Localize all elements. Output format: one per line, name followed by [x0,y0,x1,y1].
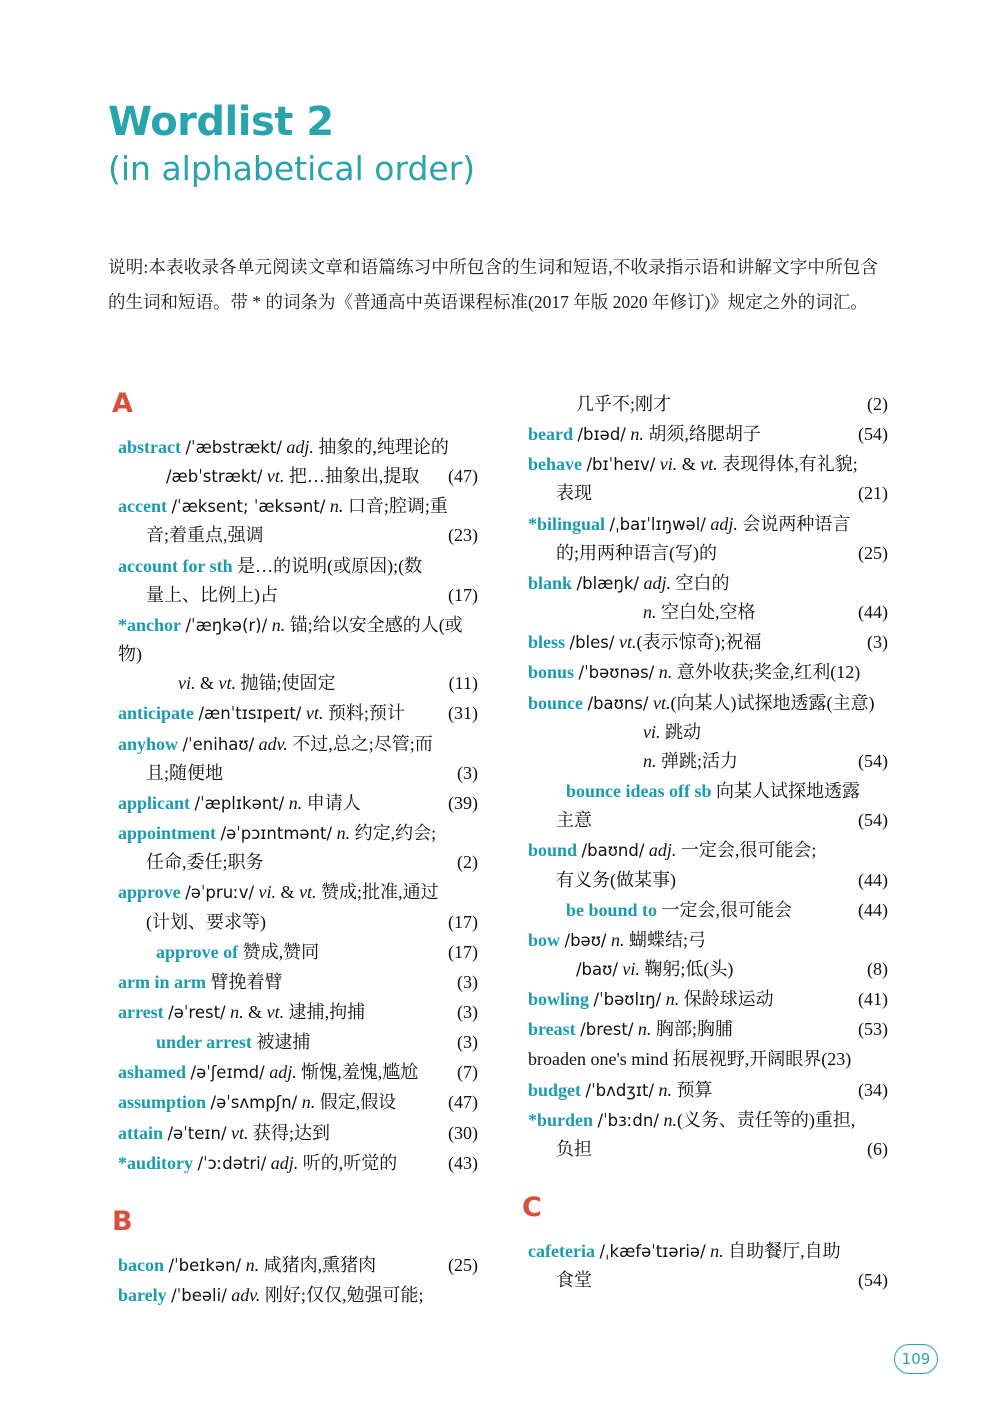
entry-line: (17) 量上、比例上)占 [118,581,478,610]
page-reference: (47) [448,466,478,487]
dictionary-entry [108,1119,478,1148]
dictionary-entry [108,1251,478,1280]
part-of-speech: n. [658,1079,673,1100]
dictionary-entry [518,658,888,687]
entry-line: (47) /æbˈstrækt/ vt. 把…抽象出,提取 [118,462,478,491]
page-title-block [108,100,475,188]
dictionary-entry [108,552,478,610]
dictionary-entry [108,1281,478,1310]
headword: assumption [118,1092,207,1113]
headword: bacon [118,1254,165,1275]
headword: attain [118,1122,163,1143]
section-letter-a: A [112,388,133,419]
part-of-speech: adj. [710,513,738,534]
entry-line: (54) 食堂 [528,1266,888,1295]
part-of-speech: adj. [286,437,314,457]
headword: anticipate [118,703,194,724]
entry-line: (3) 且;随便地 [118,759,478,788]
part-of-speech: adv. [231,1285,261,1306]
page-reference: (34) [858,1079,888,1100]
entry-line: (44) n. 空白处,空格 [528,598,888,627]
entry-line: abstract /ˈæbstrækt/ adj. 抽象的,纯理论的 [118,437,449,457]
entry-line: (6) 负担 [528,1135,888,1164]
entry-line: (47) assumption /əˈsʌmpʃn/ n. 假定,假设 [118,1088,478,1117]
pronunciation: /baʊ/ [576,959,618,979]
page-reference: (44) [858,869,888,890]
pronunciation: /ˌkæfəˈtɪəriə/ [599,1242,706,1262]
entry-line: (44) be bound to 一定会,很可能会 [528,896,888,925]
page-reference: (54) [858,810,888,831]
headword: barely [118,1285,167,1306]
pronunciation: /blæŋk/ [576,573,639,593]
part-of-speech: vi. [622,958,640,979]
dictionary-entry [518,896,888,925]
page-reference: (17) [448,941,478,962]
dictionary-entry [108,730,478,788]
page-reference: (54) [858,1270,888,1291]
pronunciation: /bəʊ/ [564,930,607,950]
wordlist-columns [108,390,898,1320]
part-of-speech: n. [336,823,351,844]
entry-line: (41) bowling /ˈbəʊlɪŋ/ n. 保龄球运动 [528,985,888,1014]
pronunciation: /ænˈtɪsɪpeɪt/ [198,704,302,724]
part-of-speech: vt. [231,1122,249,1143]
column-left [108,390,478,1311]
page-reference: (30) [448,1122,478,1143]
dictionary-entry [108,1058,478,1087]
dictionary-entry [108,699,478,728]
entry-line: bounce ideas off sb 向某人试探地透露 [566,781,861,802]
pronunciation: /bɪˈheɪv/ [586,455,656,475]
section-letter-b: B [112,1205,133,1237]
dictionary-entry [108,998,478,1027]
dictionary-entry [108,789,478,818]
part-of-speech: vt. [652,692,671,713]
page-reference: (23) [448,525,478,546]
entries-b [108,1251,478,1310]
entry-line: (3) bless /bles/ vt.(表示惊奇);祝福 [528,628,888,657]
dictionary-entry [518,1015,888,1044]
page-reference: (44) [858,602,888,623]
pronunciation: /ˌbaɪˈlɪŋwəl/ [609,514,706,534]
entry-line: bow /bəʊ/ n. 蝴蝶结;弓 [528,929,706,950]
part-of-speech: n. [230,1001,244,1022]
part-of-speech: vt. [700,454,718,475]
page-reference: (25) [858,542,888,563]
pronunciation: /ˈbʌdʒɪt/ [585,1080,655,1100]
page-reference: (8) [867,958,888,979]
entry-line: approve /əˈpruːv/ vi. & vt. 赞成;批准,通过 [118,882,439,903]
headword: bless [528,632,566,653]
page-reference: (39) [448,792,478,813]
headword: accent [118,496,167,517]
part-of-speech: vi. [178,673,196,694]
entry-line: (2) 几乎不;刚才 [528,390,888,419]
part-of-speech: n. [658,662,673,683]
entry-line: (34) budget /ˈbʌdʒɪt/ n. 预算 [528,1076,888,1105]
entry-line: vi. 跳动 [643,721,701,742]
pronunciation: /ˈbeɪkən/ [168,1255,242,1275]
entry-line: (3) arm in arm 臂挽着臂 [118,968,478,997]
pronunciation: /bles/ [569,633,615,653]
entry-line: (25) 的;用两种语言(写)的 [528,539,888,568]
pronunciation: /əˈsʌmpʃn/ [210,1093,298,1113]
entry-line: cafeteria /ˌkæfəˈtɪəriə/ n. 自助餐厅,自助 [528,1241,841,1262]
entry-line: (3) under arrest 被逮捕 [118,1028,478,1057]
dictionary-entry [518,390,888,419]
part-of-speech: vi. [643,721,661,742]
page-reference: (11) [448,673,478,694]
pronunciation: /əˈpɔɪntmənt/ [220,824,333,844]
entry-line: (7) ashamed /əˈʃeɪmd/ adj. 惭愧,羞愧,尴尬 [118,1058,478,1087]
entry-line: *bilingual /ˌbaɪˈlɪŋwəl/ adj. 会说两种语言 [528,513,851,534]
headword: bow [528,929,561,950]
part-of-speech: n. [637,1019,652,1040]
headword: *bilingual [528,513,606,534]
page-reference: (53) [858,1019,888,1040]
headword: behave [528,454,582,475]
dictionary-entry [108,433,478,491]
dictionary-entry [518,985,888,1014]
entry-line: account for sth 是…的说明(或原因);(数 [118,555,423,576]
pronunciation: /baʊnd/ [581,841,645,861]
page-reference: (31) [448,703,478,724]
part-of-speech: n. [329,496,344,517]
headword: *auditory [118,1152,194,1173]
part-of-speech: n. [643,750,657,771]
dictionary-entry [518,836,888,894]
pronunciation: /ˈæbstrækt/ [185,438,282,457]
headword: be bound to [566,899,658,920]
entry-line: (3) arrest /əˈrest/ n. & vt. 逮捕,拘捕 [118,998,478,1027]
entry-line: *anchor /ˈæŋkə(r)/ n. 锚;给以安全感的人(或物) [118,614,463,665]
headword: ashamed [118,1062,187,1083]
dictionary-entry [108,1149,478,1178]
entry-line: accent /ˈæksent; ˈæksənt/ n. 口音;腔调;重 [118,496,448,517]
pronunciation: /əˈʃeɪmd/ [190,1063,265,1083]
page-reference: (17) [448,584,478,605]
part-of-speech: adv. [258,733,288,754]
part-of-speech: vt. [618,632,637,653]
pronunciation: /əˈpruːv/ [185,883,255,903]
pronunciation: /æbˈstrækt/ [166,467,263,487]
page-reference: (3) [457,971,478,992]
page-reference: (3) [457,1032,478,1053]
entry-line: (43) *auditory /ˈɔːdətri/ adj. 听的,听觉的 [118,1149,478,1178]
part-of-speech: vi. [258,882,277,903]
part-of-speech: n. [610,929,625,950]
page-number: 109 [894,1344,938,1374]
entry-line: *burden /ˈbɜːdn/ n.(义务、责任等的)重担, [528,1109,856,1130]
entry-line: (2) 任命,委任;职务 [118,848,478,877]
dictionary-entry [108,1088,478,1117]
entry-line: (54) beard /bɪəd/ n. 胡须,络腮胡子 [528,420,888,449]
dictionary-entry [518,689,888,776]
entry-line: (25) bacon /ˈbeɪkən/ n. 咸猪肉,熏猪肉 [118,1251,478,1280]
explanatory-note: 说明:本表收录各单元阅读文章和语篇练习中所包含的生词和短语,不收录指示语和讲解文字中所包含的生词和短语。带 * 的词条为《普通高中英语课程标准(2017 年版 2020 年修订)》规定之外的词汇。 [108,257,878,312]
page-reference: (17) [448,911,478,932]
page-reference: (3) [457,762,478,783]
page-title: Wordlist 2 [108,99,334,145]
part-of-speech: n. [288,792,303,813]
page-reference: (47) [448,1092,478,1113]
dictionary-entry [108,878,478,936]
entries-a [108,433,478,1178]
part-of-speech: n. [643,602,657,623]
entry-line: (23) 音;着重点,强调 [118,521,478,550]
pronunciation: /ˈæplɪkənt/ [194,793,285,813]
headword: abstract [118,437,181,457]
part-of-speech: n. [271,614,286,635]
entry-line: broaden one's mind 拓展视野,开阔眼界(23) [528,1049,852,1070]
pronunciation: /ˈæŋkə(r)/ [185,615,268,635]
page-reference: (21) [858,483,888,504]
headword: bounce ideas off sb [566,781,712,802]
part-of-speech: vt. [266,466,285,487]
entries-c [518,1237,888,1295]
part-of-speech: adj. [648,840,677,861]
entry-line: blank /blæŋk/ adj. 空白的 [528,572,730,593]
entry-line: (11) vi. & vt. 抛锚;使固定 [118,669,478,698]
pronunciation: /ˈbɜːdn/ [597,1110,659,1130]
pronunciation: /baʊns/ [587,693,649,713]
entry-line: (17) (计划、要求等) [118,908,478,937]
dictionary-entry [518,1106,888,1164]
dictionary-entry [518,1045,888,1074]
entry-line: bounce /baʊns/ vt.(向某人)试探地透露(主意) [528,692,875,713]
headword: arrest [118,1001,164,1022]
page-subtitle: (in alphabetical order) [108,149,476,188]
headword: appointment [118,823,217,844]
section-letter-c: C [522,1192,542,1224]
pronunciation: /ˈɔːdətri/ [197,1153,267,1173]
dictionary-entry [518,1237,888,1295]
dictionary-entry [518,569,888,627]
pronunciation: /brest/ [580,1020,634,1040]
part-of-speech: n. [301,1092,316,1113]
entry-line: appointment /əˈpɔɪntmənt/ n. 约定,约会; [118,823,437,844]
dictionary-entry [108,492,478,550]
part-of-speech: n. [630,424,644,445]
entry-line: bonus /ˈbəʊnəs/ n. 意外收获;奖金,红利(12) [528,662,861,683]
page-reference: (3) [867,632,888,653]
dictionary-entry [518,628,888,657]
entry-line: (8) /baʊ/ vi. 鞠躬;低(头) [528,955,888,984]
headword: *anchor [118,614,181,635]
entry-line: barely /ˈbeəli/ adv. 刚好;仅仅,勉强可能; [118,1285,424,1306]
part-of-speech: vt. [305,703,324,724]
pronunciation: /ˈbeəli/ [171,1286,227,1306]
headword: bounce [528,692,584,713]
dictionary-entry [518,450,888,508]
headword: blank [528,572,573,593]
headword: arm in arm [118,971,206,992]
dictionary-entry [518,420,888,449]
page-reference: (43) [448,1152,478,1173]
headword: cafeteria [528,1241,595,1262]
entry-line: (21) 表现 [528,479,888,508]
page-reference: (7) [457,1062,478,1083]
part-of-speech: adj. [643,572,671,593]
page-reference: (54) [858,750,888,771]
entry-line: bound /baʊnd/ adj. 一定会,很可能会; [528,840,817,861]
dictionary-entry [518,1076,888,1105]
entry-line: (39) applicant /ˈæplɪkənt/ n. 申请人 [118,789,478,818]
entry-line: (30) attain /əˈteɪn/ vt. 获得;达到 [118,1119,478,1148]
part-of-speech: adj. [269,1062,297,1083]
headword: bowling [528,989,590,1010]
entry-line: (54) n. 弹跳;活力 [528,747,888,776]
headword: under arrest [156,1032,252,1053]
entry-line: (44) 有义务(做某事) [528,866,888,895]
dictionary-entry [108,968,478,997]
part-of-speech: adj. [270,1152,299,1173]
headword: account for sth [118,555,233,576]
pronunciation: /əˈrest/ [168,1002,226,1022]
headword: bound [528,840,578,861]
page-reference: (3) [457,1001,478,1022]
pronunciation: /əˈteɪn/ [167,1123,227,1143]
part-of-speech: vt. [266,1001,285,1022]
part-of-speech: n. [665,989,680,1010]
part-of-speech: vt. [218,673,237,694]
dictionary-entry [108,938,478,967]
part-of-speech: n. [663,1109,677,1130]
headword: budget [528,1079,582,1100]
pronunciation: /ˈbəʊlɪŋ/ [593,990,662,1010]
part-of-speech: vi. [659,454,678,475]
dictionary-entry [108,819,478,877]
headword: breast [528,1019,576,1040]
page-reference: (6) [867,1138,888,1159]
entry-line: (54) 主意 [528,806,888,835]
headword: approve [118,882,181,903]
pronunciation: /ˈbəʊnəs/ [578,663,655,683]
page-reference: (54) [858,424,888,445]
part-of-speech: vt. [299,882,317,903]
entry-line: behave /bɪˈheɪv/ vi. & vt. 表现得体,有礼貌; [528,454,858,475]
entry-line: (31) anticipate /ænˈtɪsɪpeɪt/ vt. 预料;预计 [118,699,478,728]
page-reference: (2) [457,852,478,873]
pronunciation: /bɪəd/ [577,425,626,445]
headword: *burden [528,1109,594,1130]
entries-continued [518,390,888,1164]
dictionary-entry [518,926,888,984]
headword: anyhow [118,733,179,754]
dictionary-entry [518,777,888,835]
entry-line: anyhow /ˈenihaʊ/ adv. 不过,总之;尽管;而 [118,733,433,754]
page-reference: (2) [867,394,888,414]
headword: applicant [118,792,191,813]
dictionary-entry [108,1028,478,1057]
entry-line: (53) breast /brest/ n. 胸部;胸脯 [528,1015,888,1044]
part-of-speech: n. [245,1254,260,1275]
pronunciation: /ˈæksent; ˈæksənt/ [171,497,326,517]
part-of-speech: n. [710,1241,724,1262]
dictionary-entry [108,611,478,698]
dictionary-entry [518,510,888,568]
headword: approve of [156,941,239,962]
page-reference: (25) [448,1254,478,1275]
headword: beard [528,424,573,445]
pronunciation: /ˈenihaʊ/ [182,734,255,754]
column-right [518,390,888,1296]
entry-line: (17) approve of 赞成,赞同 [118,938,478,967]
headword: bonus [528,662,575,683]
page-reference: (44) [858,899,888,920]
page-reference: (41) [858,989,888,1010]
